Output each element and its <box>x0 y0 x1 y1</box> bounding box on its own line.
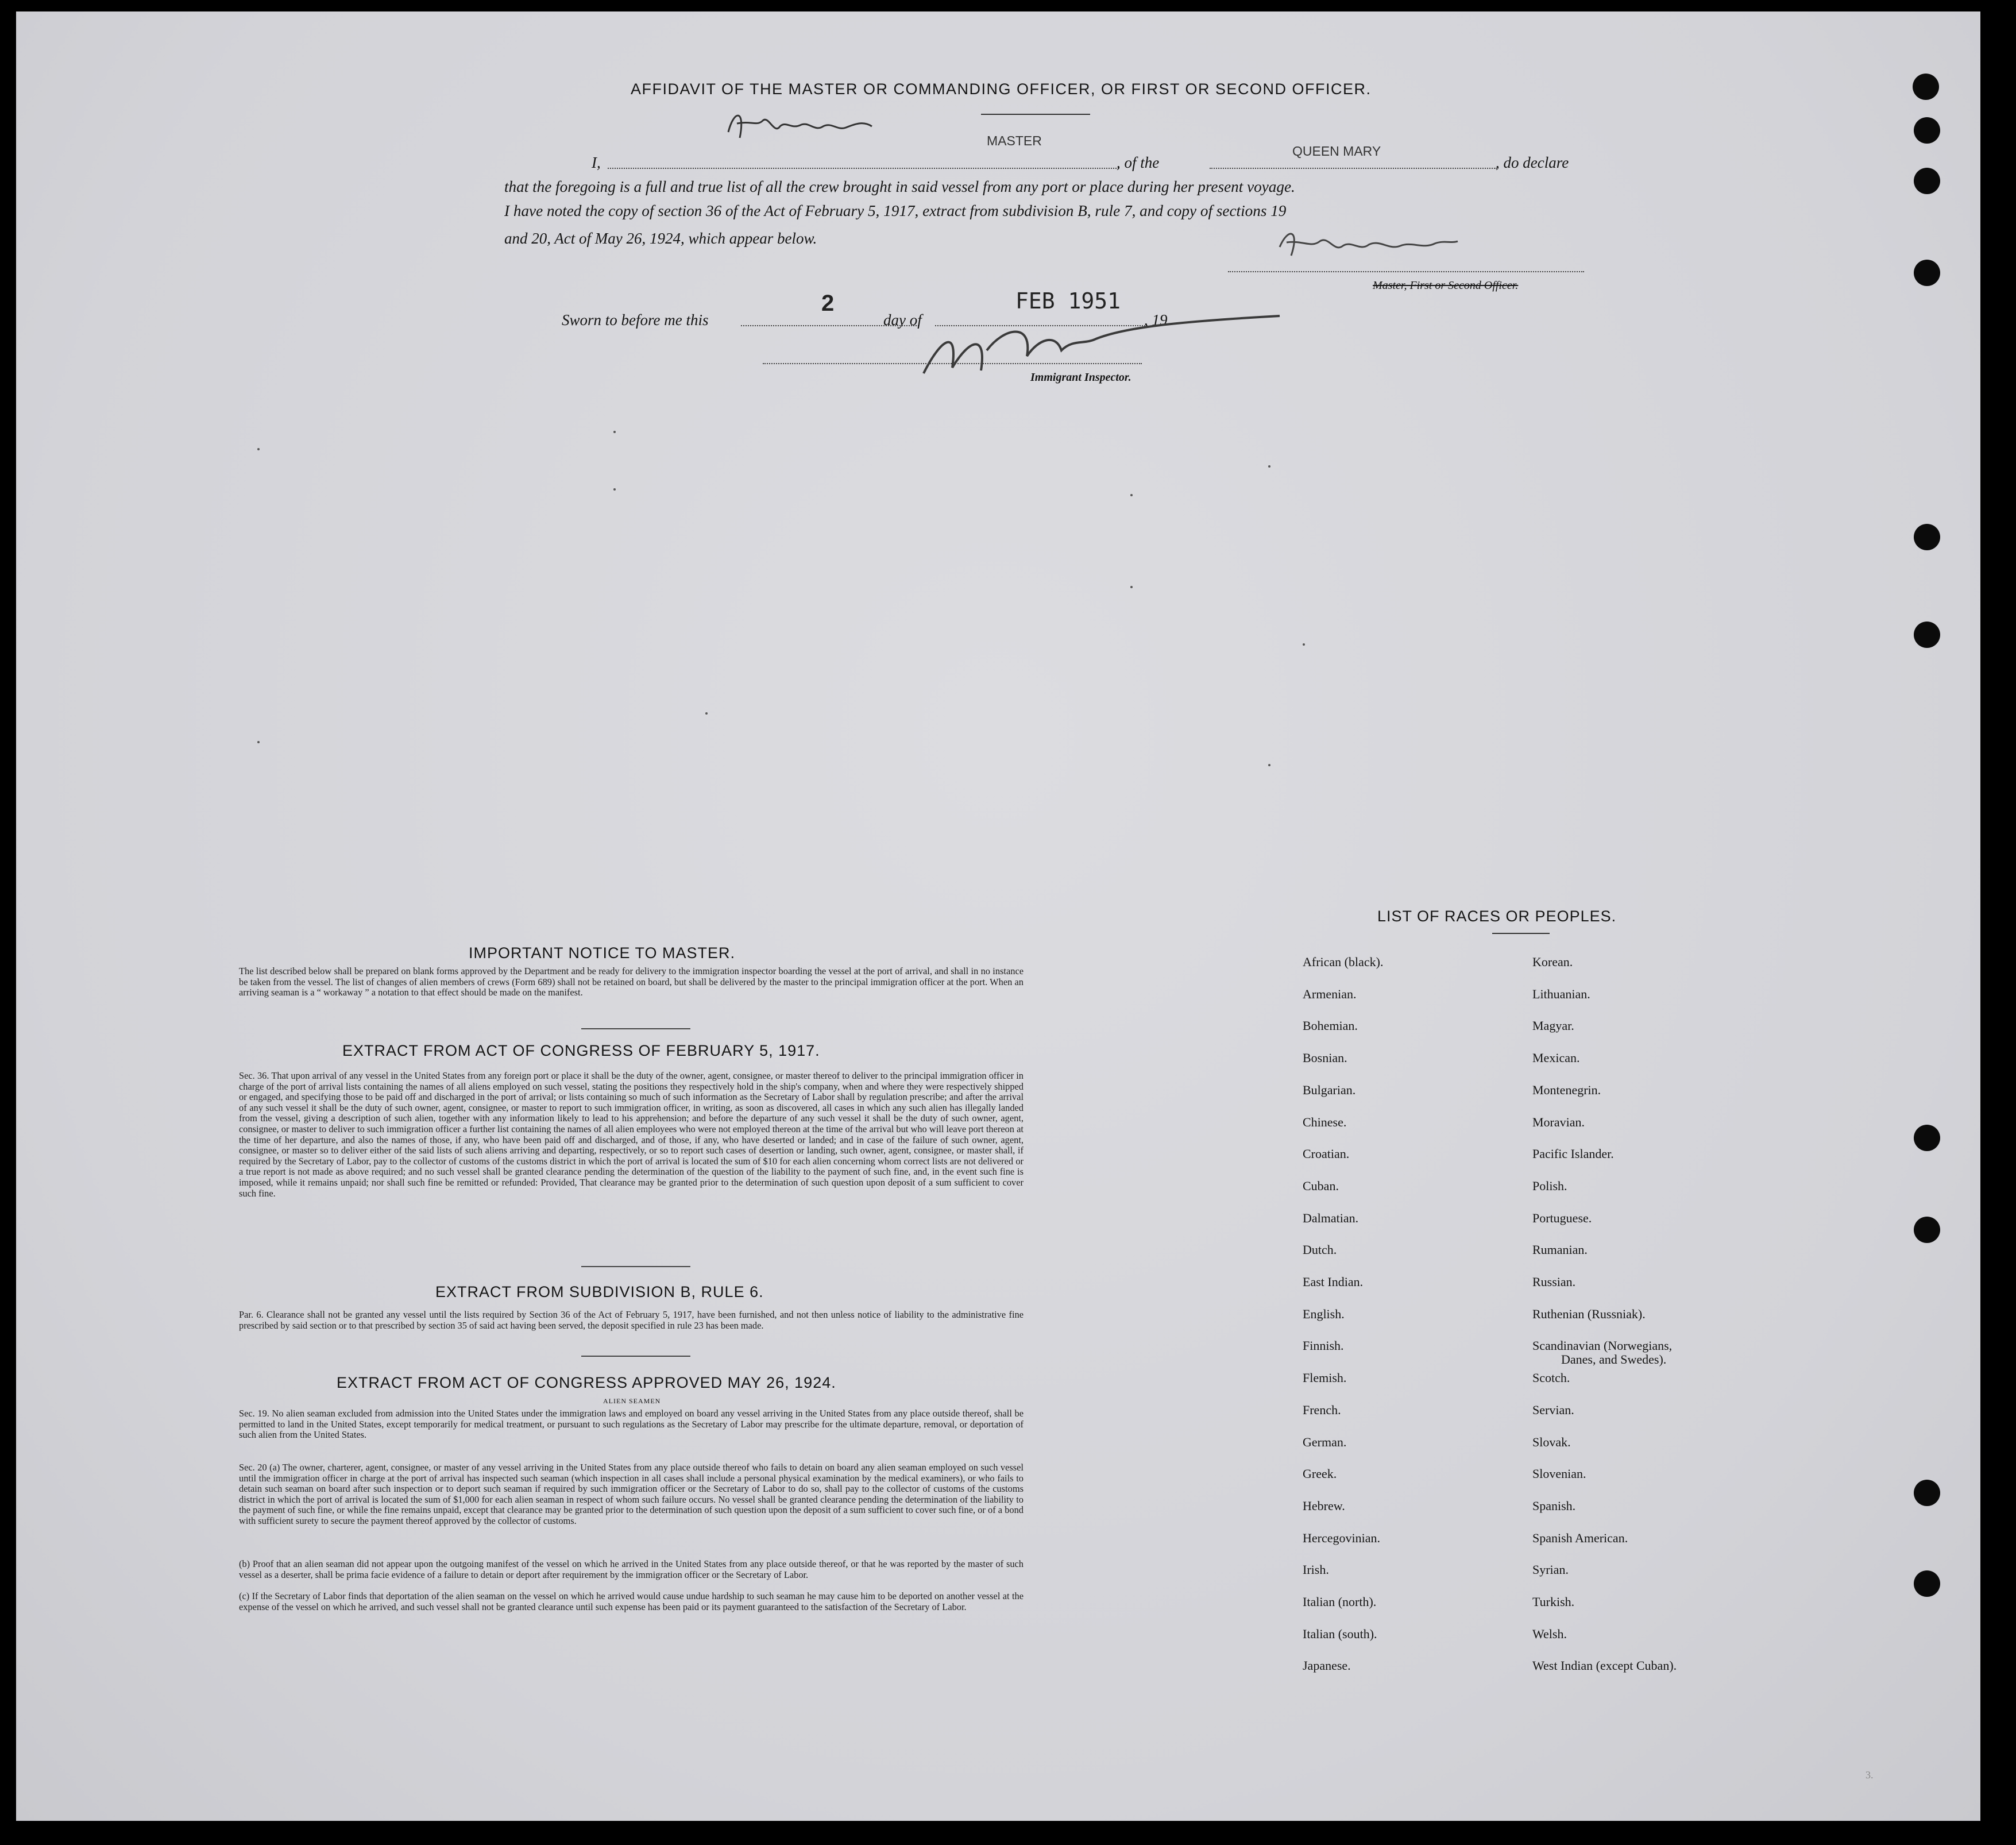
dot <box>257 741 260 743</box>
race-item: French. <box>1303 1402 1341 1417</box>
race-item: Finnish. <box>1303 1338 1344 1353</box>
race-item: Scandinavian (Norwegians, <box>1532 1338 1673 1353</box>
vessel-name: QUEEN MARY <box>1292 144 1381 159</box>
punch-hole <box>1914 1125 1940 1151</box>
race-item: Turkish. <box>1532 1595 1575 1609</box>
race-item: Spanish American. <box>1532 1530 1628 1545</box>
punch-hole <box>1914 622 1940 648</box>
race-item: Chinese. <box>1303 1114 1347 1129</box>
dot <box>1130 494 1133 496</box>
race-item: Hebrew. <box>1303 1498 1345 1513</box>
affidavit-title: AFFIDAVIT OF THE MASTER OR COMMANDING OFFICER, OR FIRST OR SECOND OFFICER. <box>631 80 1372 98</box>
inspector-label: Immigrant Inspector. <box>1030 371 1131 384</box>
punch-hole <box>1914 260 1940 286</box>
sec19-text: Sec. 19. No alien seaman excluded from admission into the United States under the immigration laws and employed on board any vessel arriving in the United States from any place outside thereof, shall be permitted to land in the United States, except temporarily for medical treatment, or pursuant to such regulations as the Secretary of Labor may prescribe for the ultimate departure, removal, or deportation of such alien from the United States. <box>239 1408 1024 1441</box>
notice-title: IMPORTANT NOTICE TO MASTER. <box>469 944 736 962</box>
race-item: Japanese. <box>1303 1658 1351 1673</box>
race-item: Slovenian. <box>1532 1466 1586 1481</box>
dot <box>1268 764 1270 766</box>
divider <box>581 1266 690 1267</box>
vessel-blank <box>1210 168 1497 169</box>
race-item: Italian (north). <box>1303 1595 1377 1609</box>
punch-hole <box>1914 168 1940 194</box>
act1917-title: EXTRACT FROM ACT OF CONGRESS OF FEBRUARY 5, 1917. <box>342 1042 820 1059</box>
race-item: West Indian (except Cuban). <box>1532 1658 1677 1673</box>
race-item: Irish. <box>1303 1562 1329 1577</box>
punch-hole <box>1914 1570 1940 1597</box>
alien-seamen-heading: ALIEN SEAMEN <box>603 1397 661 1405</box>
sec20b-text: (b) Proof that an alien seaman did not appear upon the outgoing manifest of the vessel on which he arrived in the United States from any place outside thereof, or that he was reported by the master of such vessel as a deserter, shall be prima facie evidence of a failure to detain or deport after requirement by the immigration officer or the Secretary of Labor. <box>239 1558 1024 1580</box>
rule6-title: EXTRACT FROM SUBDIVISION B, RULE 6. <box>435 1283 764 1300</box>
race-item: Slovak. <box>1532 1434 1571 1449</box>
affidavit-of-the: , of the <box>1117 154 1160 171</box>
act1917-text: Sec. 36. That upon arrival of any vessel in the United States from any foreign port or place it shall be the duty of the owner, agent, consignee, or master thereof to deliver to the principal immigration officer in charge of the port of arrival lists containing the names of all aliens employed on such vessel, stating the positions they respectively hold in the ship's company, when and where they were respectively shipped or engaged, and specifying those to be paid off and discharged in the port of arrival; or lists containing so much of such information as the Secretary of Labor shall by regulation prescribe; and after the arrival of any such vessel it shall be the duty of such owner, agent, consignee, or master to report to such immigration officer, in writing, as soon as discovered, all cases in which any such alien has illegally landed from the vessel, giving a description of such alien, together with any information likely to lead to his apprehension; and before the departure of any such vessel it shall be the duty of such owner, agent, consignee, or master to deliver to such immigration officer a further list containing the names of all alien employees who were not employed thereon at the time of the arrival but who will leave port thereon at the time of her departure, and also the names of those, if any, who have been paid off and discharged, and of those, if any, who have deserted or landed; and in case of the failure of such owner, agent, consignee, or master so to deliver either of the said lists of such aliens arriving and departing, respectively, or so to report such cases of desertion or landing, such owner, agent, consignee, or master shall, if required by the Secretary of Labor, pay to the collector of customs of the customs district in which the port of arrival is located the sum of $10 for each alien concerning whom correct lists are not delivered or a true report is not made as above required; and no such vessel shall be granted clearance pending the determination of the question of the liability to the payment of such fine, and, in the event such fine is imposed, while it remains unpaid; nor shall such fine be remitted or refunded: Provided, That clearance may be granted prior to the determination of such question upon deposit of a sum sufficient to cover such fine. <box>239 1070 1024 1199</box>
dot <box>1303 643 1305 646</box>
race-item: Scotch. <box>1532 1371 1570 1385</box>
race-item: Cuban. <box>1303 1178 1339 1193</box>
inspector-blank <box>763 363 1142 364</box>
dot <box>613 488 616 491</box>
punch-hole <box>1914 1480 1940 1506</box>
master-signature-2 <box>1274 224 1469 264</box>
race-item: Magyar. <box>1532 1018 1574 1033</box>
signature-role <box>1373 279 1518 292</box>
sworn-label: Sworn to before me this <box>562 311 709 329</box>
race-item: Polish. <box>1532 1178 1567 1193</box>
race-item: Welsh. <box>1532 1626 1567 1641</box>
race-item: Lithuanian. <box>1532 986 1590 1001</box>
race-item: Pacific Islander. <box>1532 1147 1614 1161</box>
race-item: Flemish. <box>1303 1371 1347 1385</box>
race-item: Armenian. <box>1303 986 1357 1001</box>
race-item: German. <box>1303 1434 1347 1449</box>
race-item: Russian. <box>1532 1275 1576 1289</box>
page-number: 3. <box>1866 1769 1874 1781</box>
year-prefix: , 19 <box>1144 311 1168 329</box>
race-item-continued: Danes, and Swedes). <box>1561 1352 1667 1367</box>
divider <box>581 1356 690 1357</box>
race-item: Syrian. <box>1532 1562 1569 1577</box>
affidavit-line-4: and 20, Act of May 26, 1924, which appear below. <box>504 230 817 247</box>
day-value: 2 <box>821 291 835 316</box>
race-item: Mexican. <box>1532 1051 1580 1066</box>
sec20c-text: (c) If the Secretary of Labor finds that deportation of the alien seaman on the vessel on which he arrived would cause undue hardship to such seaman he may cause him to be deported on another vessel at the expense of the vessel on which he arrived, and such vessel shall not be granted clearance until such expense has been paid or its payment guaranteed to the satisfaction of the Secretary of Labor. <box>239 1591 1024 1612</box>
punch-hole <box>1914 524 1940 550</box>
race-item: Bulgarian. <box>1303 1082 1356 1097</box>
act1924-title: EXTRACT FROM ACT OF CONGRESS APPROVED MAY 26, 1924. <box>337 1374 836 1391</box>
race-item: Bosnian. <box>1303 1051 1347 1066</box>
divider <box>581 1028 690 1029</box>
affidavit-line-3: I have noted the copy of section 36 of the Act of February 5, 1917, extract from subdivision B, rule 7, and copy of sections 19 <box>504 202 1287 219</box>
race-item: Spanish. <box>1532 1498 1576 1513</box>
race-item: Croatian. <box>1303 1147 1350 1161</box>
sec20a-text: Sec. 20 (a) The owner, charterer, agent, consignee, or master of any vessel arriving in the United States from any place outside thereof who fails to detain on board any alien seaman employed on such vessel until the immigration officer in charge at the port of arrival has inspected such seaman (which inspection in all cases shall include a personal physical examination by the medical examiners), or who fails to detain such seaman on board after such inspection or to deport such seaman if required by such immigration officer or the Secretary of Labor to do so, shall pay to the collector of customs of the customs district in which the port of arrival is located the sum of $1,000 for each alien seaman in respect of whom such failure occurs. No vessel shall be granted clearance pending the determination of the liability to the payment of such fine, or while the fine remains unpaid, except that clearance may be granted prior to the determination of such question upon the deposit of a sum sufficient to cover such fine, or of a bond with sufficient surety to secure the payment thereof approved by the collector of customs. <box>239 1462 1024 1526</box>
divider <box>981 114 1090 115</box>
race-item: Servian. <box>1532 1402 1574 1417</box>
race-item: Moravian. <box>1532 1114 1585 1129</box>
affidavit-do-declare: , do declare <box>1496 154 1569 171</box>
race-item: Ruthenian (Russniak). <box>1532 1306 1646 1321</box>
dot <box>705 712 708 715</box>
affidavit-i-label: I, <box>592 154 601 171</box>
signature-blank <box>1228 271 1584 272</box>
punch-hole <box>1914 117 1940 144</box>
race-item: Hercegovinian. <box>1303 1530 1380 1545</box>
race-item: East Indian. <box>1303 1275 1364 1289</box>
punch-hole <box>1914 1217 1940 1243</box>
race-item: Portuguese. <box>1532 1210 1592 1225</box>
race-item: Greek. <box>1303 1466 1337 1481</box>
master-signature <box>723 103 895 149</box>
signature-role-text: Master, First or Second Officer. <box>1373 279 1519 292</box>
master-stamp: MASTER <box>987 133 1042 148</box>
document-page <box>16 11 1980 1821</box>
race-item: Dutch. <box>1303 1242 1337 1257</box>
day-label: day of <box>883 311 922 329</box>
punch-hole <box>1913 74 1939 100</box>
dot <box>1268 465 1270 468</box>
name-blank <box>608 168 1119 169</box>
notice-text: The list described below shall be prepared on blank forms approved by the Department and be ready for delivery to the immigration inspector boarding the vessel at the port of arrival, and shall in no instance be taken from the vessel. The list of changes of alien members of crews (Form 689) shall not be retained on board, but shall be delivered by the master to the principal immigration officer at the port. When an arriving seaman is a “ workaway ” a notation to that effect should be made on the manifest. <box>239 966 1024 998</box>
affidavit-line-2: that the foregoing is a full and true list of all the crew brought in said vessel from any port or place during her present voyage. <box>504 178 1295 195</box>
race-item: English. <box>1303 1306 1345 1321</box>
rule6-text: Par. 6. Clearance shall not be granted any vessel until the lists required by Section 36 of the Act of February 5, 1917, have been furnished, and not then unless notice of liability to the administrative fine prescribed by said section or to that prescribed by section 35 of said act having been served, the deposit specified in rule 23 has been made. <box>239 1309 1024 1331</box>
races-title: LIST OF RACES OR PEOPLES. <box>1377 908 1617 925</box>
dot <box>257 448 260 450</box>
dot <box>1130 586 1133 588</box>
race-item: Korean. <box>1532 955 1573 969</box>
date-stamp: FEB 1951 <box>1015 288 1121 314</box>
race-item: Italian (south). <box>1303 1626 1377 1641</box>
dot <box>613 431 616 433</box>
race-item: Dalmatian. <box>1303 1210 1359 1225</box>
race-item: African (black). <box>1303 955 1384 969</box>
race-item: Montenegrin. <box>1532 1082 1601 1097</box>
race-item: Bohemian. <box>1303 1018 1358 1033</box>
race-item: Rumanian. <box>1532 1242 1588 1257</box>
divider <box>1492 933 1550 934</box>
